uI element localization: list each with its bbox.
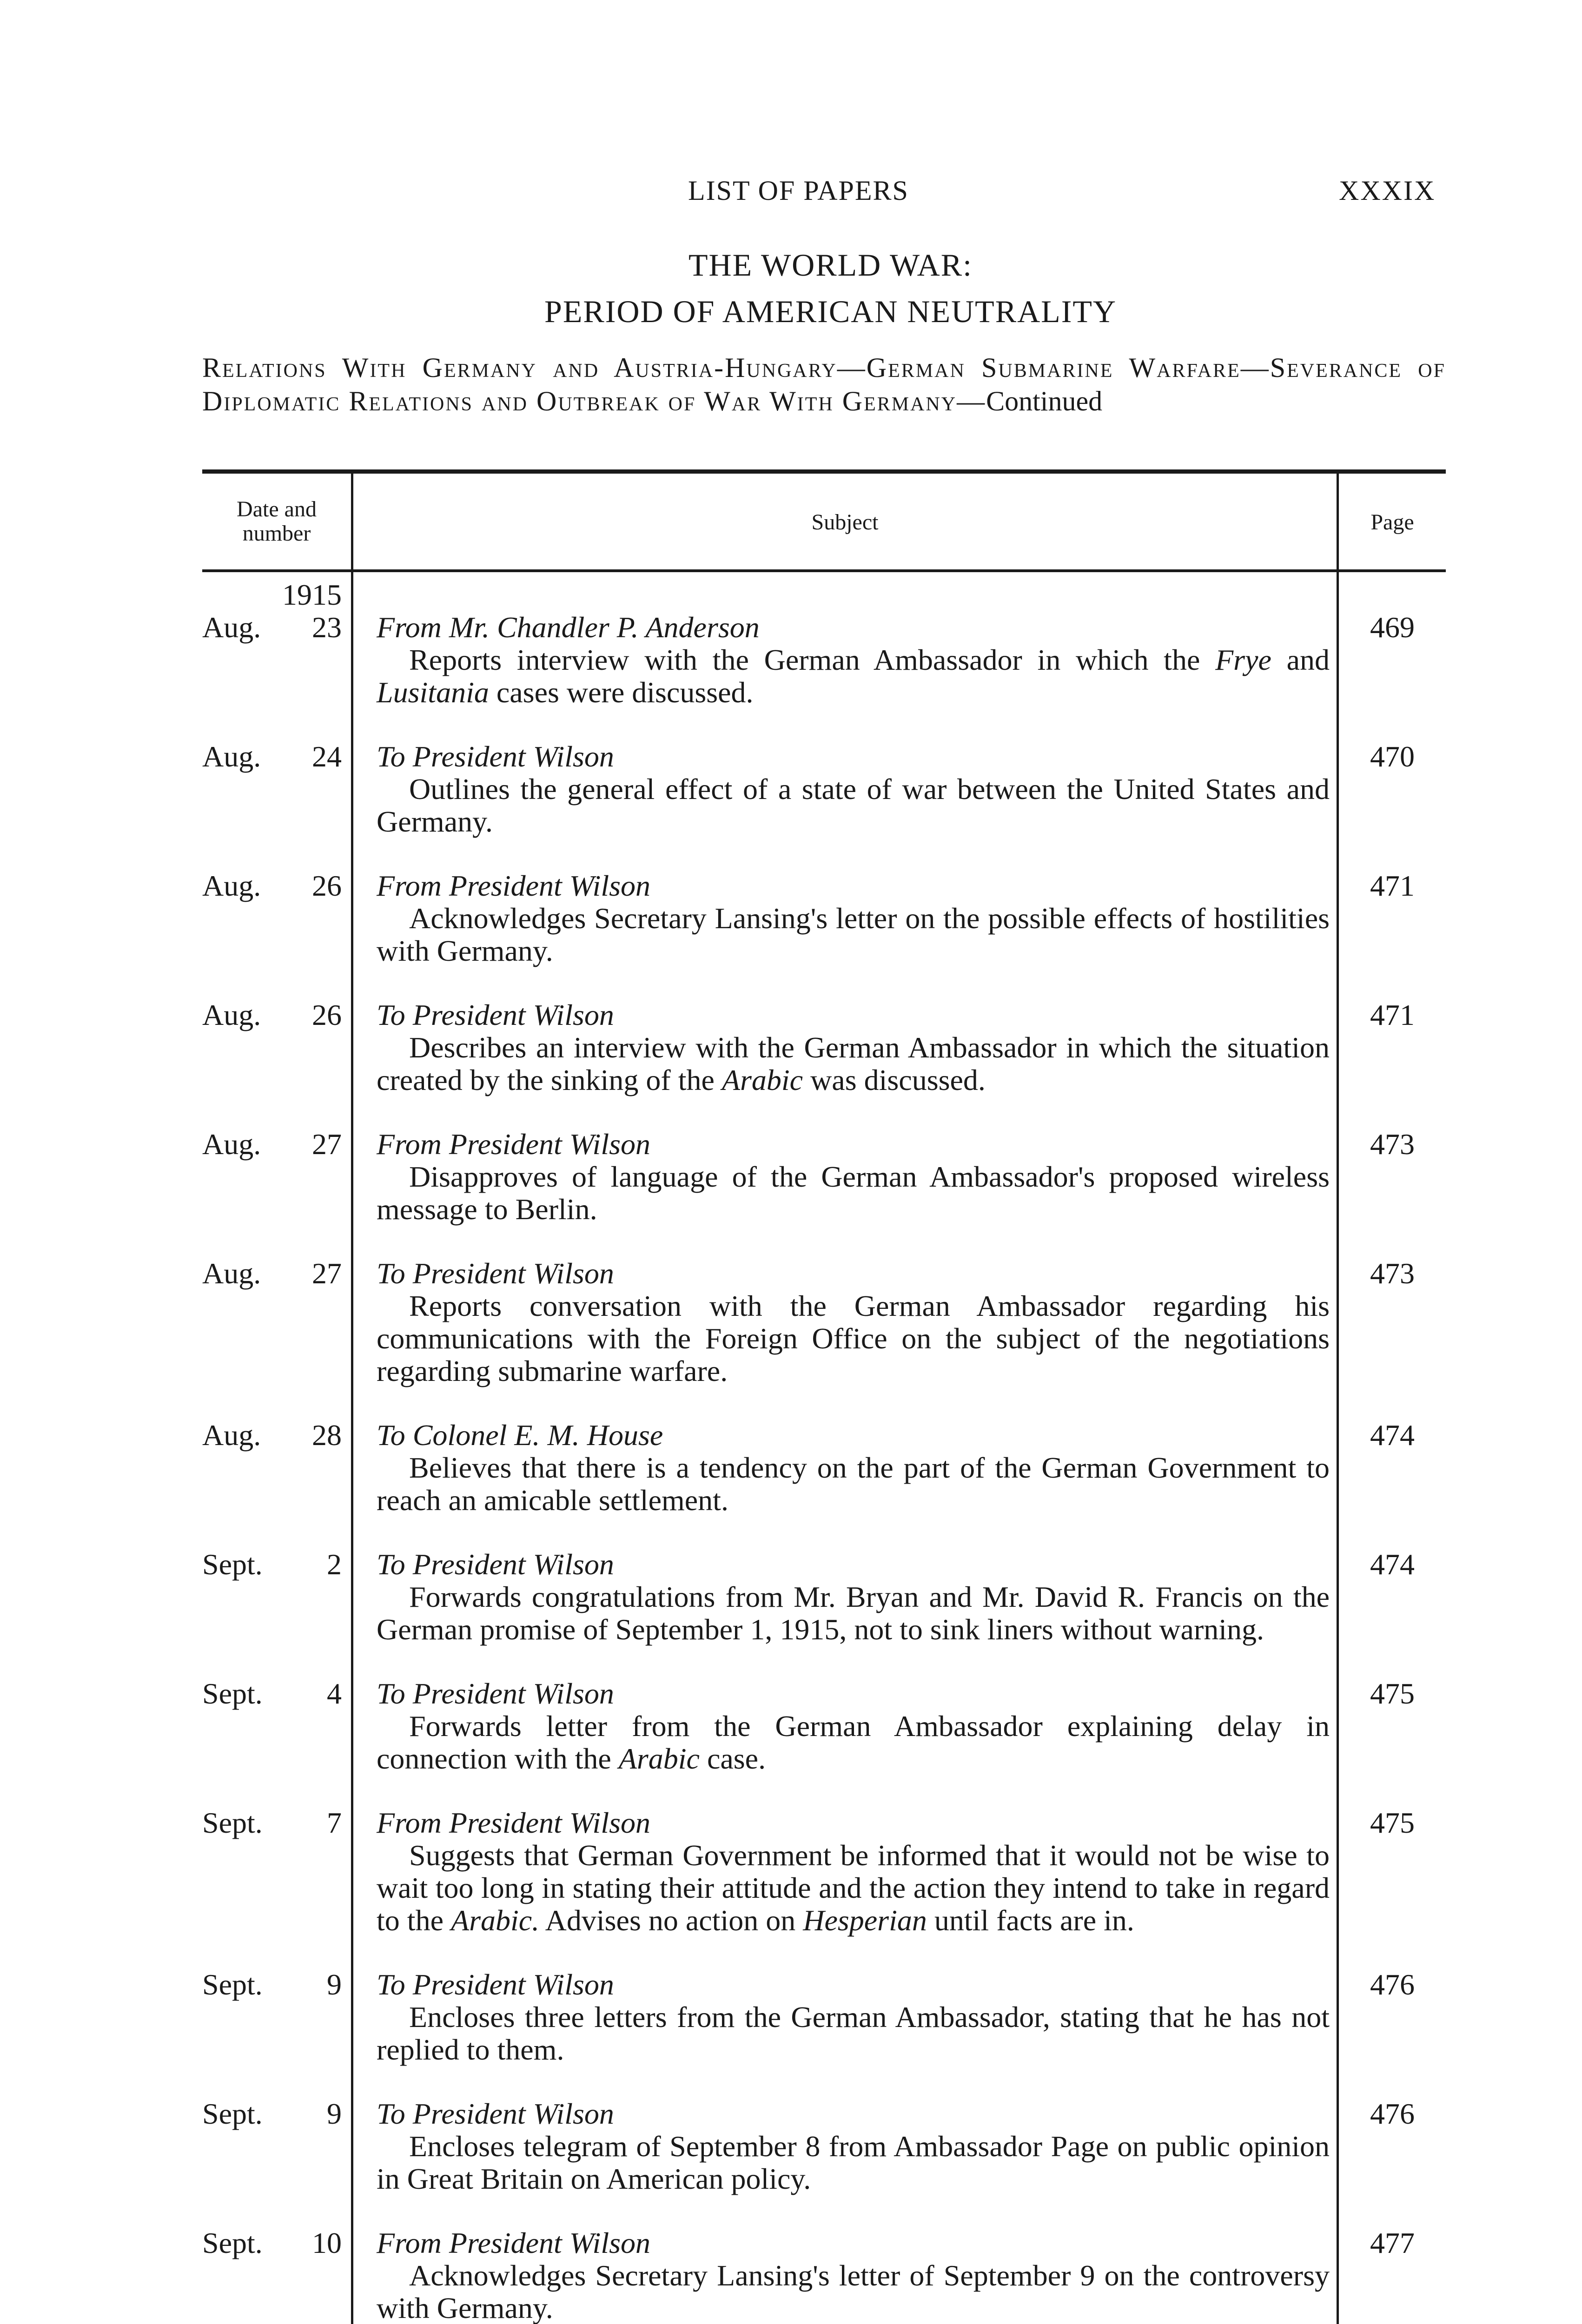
entry-month: Aug. [202,1128,261,1161]
italic-title: Arabic [721,1063,803,1096]
entry-date [202,1257,342,1290]
entry-page-number: 477 [1370,2226,1415,2259]
entry-date [202,2098,342,2130]
entry-description [377,1031,1330,1096]
table-row [202,870,1446,999]
entry-correspondent: From President Wilson [377,2226,650,2259]
entry-month: Aug. [202,1257,261,1290]
table-row [202,740,1446,870]
entry-month: Sept. [202,1548,263,1581]
year-label: 1915 [282,578,342,611]
entry-day: 23 [312,611,342,644]
description-text: was discussed. [803,1063,986,1096]
entry-subject [377,2227,1330,2324]
running-title: LIST OF PAPERS [688,175,909,206]
table-row [202,1128,1446,1257]
column-header-subject: Subject [811,510,879,535]
italic-title: Hesperian [803,1904,927,1937]
entry-day: 27 [312,1128,342,1161]
entry-correspondent: To President Wilson [377,1968,614,2001]
entry-correspondent: To President Wilson [377,2097,614,2130]
section-heading-continued: Continued [986,386,1103,416]
entry-subject [377,999,1330,1096]
entry-correspondent: To President Wilson [377,740,614,773]
entry-month: Sept. [202,1677,263,1710]
italic-title: Arabic. [450,1904,540,1937]
entry-month: Aug. [202,1419,261,1452]
entry-date [202,1419,342,1452]
entry-day: 27 [312,1257,342,1290]
header-rule [202,569,1446,572]
entry-month: Sept. [202,2226,263,2259]
entry-month: Aug. [202,998,261,1031]
description-text: Believes that there is a tendency on the part of the German Government to reach an amicable settlement. [377,1451,1330,1517]
entry-month: Aug. [202,611,261,644]
description-text: Encloses three letters from the German Ambassador, stating that he has not replied to them. [377,2000,1330,2066]
table-row [202,1968,1446,2098]
entry-description [377,2259,1330,2324]
entry-description [377,902,1330,967]
entry-page-number: 471 [1370,869,1415,902]
entry-month: Sept. [202,1806,263,1839]
entry-page-number: 473 [1370,1257,1415,1290]
entry-subject [377,1677,1330,1775]
entry-day: 26 [312,869,342,902]
description-text: Acknowledges Secretary Lansing's letter of September 9 on the controversy with Germany. [377,2259,1330,2324]
entry-day: 28 [312,1419,342,1452]
entry-date [202,611,342,644]
entry-correspondent: From Mr. Chandler P. Anderson [377,611,760,644]
column-header-date: Date and number [237,497,317,546]
column-header-page: Page [1370,510,1414,535]
entry-description [377,1581,1330,1646]
description-text: Reports interview with the German Ambassador in which the [409,643,1216,676]
table-row [202,999,1446,1128]
description-text: Forwards letter from the German Ambassador explaining delay in connection with the [377,1710,1330,1775]
entry-description [377,2001,1330,2066]
italic-title: Lusitania [377,676,489,709]
italic-title: Arabic [618,1742,700,1775]
entry-day: 9 [327,1968,342,2001]
table-row [202,1257,1446,1419]
entry-page-number: 471 [1370,998,1415,1031]
entry-month: Sept. [202,1968,263,2001]
entry-description [377,2130,1330,2195]
title-line-2: PERIOD OF AMERICAN NEUTRALITY [544,294,1117,329]
entry-subject [377,740,1330,838]
entry-subject [377,1807,1330,1937]
description-text: Acknowledges Secretary Lansing's letter on the possible effects of hostilities with Germany. [377,902,1330,967]
entry-subject [377,1548,1330,1646]
entry-correspondent: From President Wilson [377,869,650,902]
entry-description [377,1839,1330,1937]
description-text: Describes an interview with the German Ambassador in which the situation created by the sinking of the [377,1031,1330,1096]
entry-day: 4 [327,1677,342,1710]
entry-month: Aug. [202,869,261,902]
table-row [202,2227,1446,2324]
entry-subject [377,2098,1330,2195]
entry-correspondent: From President Wilson [377,1128,650,1161]
entry-date [202,740,342,773]
entry-page-number: 474 [1370,1548,1415,1581]
description-text: Disapproves of language of the German Ambassador's proposed wireless message to Berlin. [377,1160,1330,1226]
entry-description [377,1290,1330,1387]
entry-month: Sept. [202,2097,263,2130]
table-rows [202,611,1446,2324]
entry-description [377,1452,1330,1517]
table-row [202,1807,1446,1968]
entry-date [202,2227,342,2259]
entry-description [377,773,1330,838]
description-text: case. [699,1742,766,1775]
table-row [202,1548,1446,1677]
entry-page-number: 469 [1370,611,1415,644]
entry-correspondent: To President Wilson [377,1548,614,1581]
entry-date [202,1807,342,1839]
entry-subject [377,1128,1330,1226]
entry-month: Aug. [202,740,261,773]
entry-page-number: 474 [1370,1419,1415,1452]
description-text: until facts are in. [927,1904,1134,1937]
entry-subject [377,611,1330,709]
entry-correspondent: To President Wilson [377,1677,614,1710]
entry-day: 9 [327,2097,342,2130]
title-line-1: THE WORLD WAR: [688,247,973,283]
page-numeral: XXXIX [1339,175,1436,206]
entry-subject [377,1419,1330,1517]
entry-day: 10 [312,2226,342,2259]
entry-page-number: 476 [1370,2097,1415,2130]
table-row [202,2098,1446,2227]
description-text: Forwards congratulations from Mr. Bryan and Mr. David R. Francis on the German promise of September 1, 1915, not to sink liners without warning. [377,1580,1330,1646]
italic-title: Frye [1215,643,1271,676]
entry-correspondent: To President Wilson [377,998,614,1031]
description-text: Outlines the general effect of a state of war between the United States and Germany. [377,772,1330,838]
entry-page-number: 473 [1370,1128,1415,1161]
entry-correspondent: From President Wilson [377,1806,650,1839]
entry-date [202,870,342,902]
entry-day: 2 [327,1548,342,1581]
entry-date [202,999,342,1031]
description-text: cases were discussed. [489,676,754,709]
entry-date [202,1968,342,2001]
running-head [0,170,1582,211]
entry-date [202,1677,342,1710]
entry-description [377,644,1330,709]
table-top-rule [202,469,1446,474]
entry-subject [377,1968,1330,2066]
description-text: and [1271,643,1330,676]
chapter-title [0,242,1582,335]
entry-day: 7 [327,1806,342,1839]
entry-correspondent: To President Wilson [377,1257,614,1290]
entry-day: 26 [312,998,342,1031]
description-text: Encloses telegram of September 8 from Ambassador Page on public opinion in Great Britain on American policy. [377,2130,1330,2195]
section-heading [202,351,1446,418]
description-text: Suggests that German Government be informed that it would not be wise to wait too long in stating their attitude and the action they intend to take in regard to the [377,1839,1330,1937]
entry-date [202,1128,342,1161]
entry-page-number: 475 [1370,1806,1415,1839]
table-row [202,611,1446,740]
entry-page-number: 475 [1370,1677,1415,1710]
entry-page-number: 476 [1370,1968,1415,2001]
entry-correspondent: To Colonel E. M. House [377,1419,663,1452]
description-text: Advises no action on [539,1904,803,1937]
entry-page-number: 470 [1370,740,1415,773]
entry-subject [377,870,1330,967]
entry-subject [377,1257,1330,1387]
table-row [202,1419,1446,1548]
entry-description [377,1710,1330,1775]
entry-date [202,1548,342,1581]
table-row [202,1677,1446,1807]
entry-description [377,1161,1330,1226]
entry-day: 24 [312,740,342,773]
section-heading-caps: Relations With Germany and Austria-Hungary—German Submarine Warfare—Severance of Diplomatic Relations and Outbreak of War With Germany— [202,352,1446,416]
description-text: Reports conversation with the German Ambassador regarding his communications with the Foreign Office on the subject of the negotiations regarding submarine warfare. [377,1289,1330,1387]
